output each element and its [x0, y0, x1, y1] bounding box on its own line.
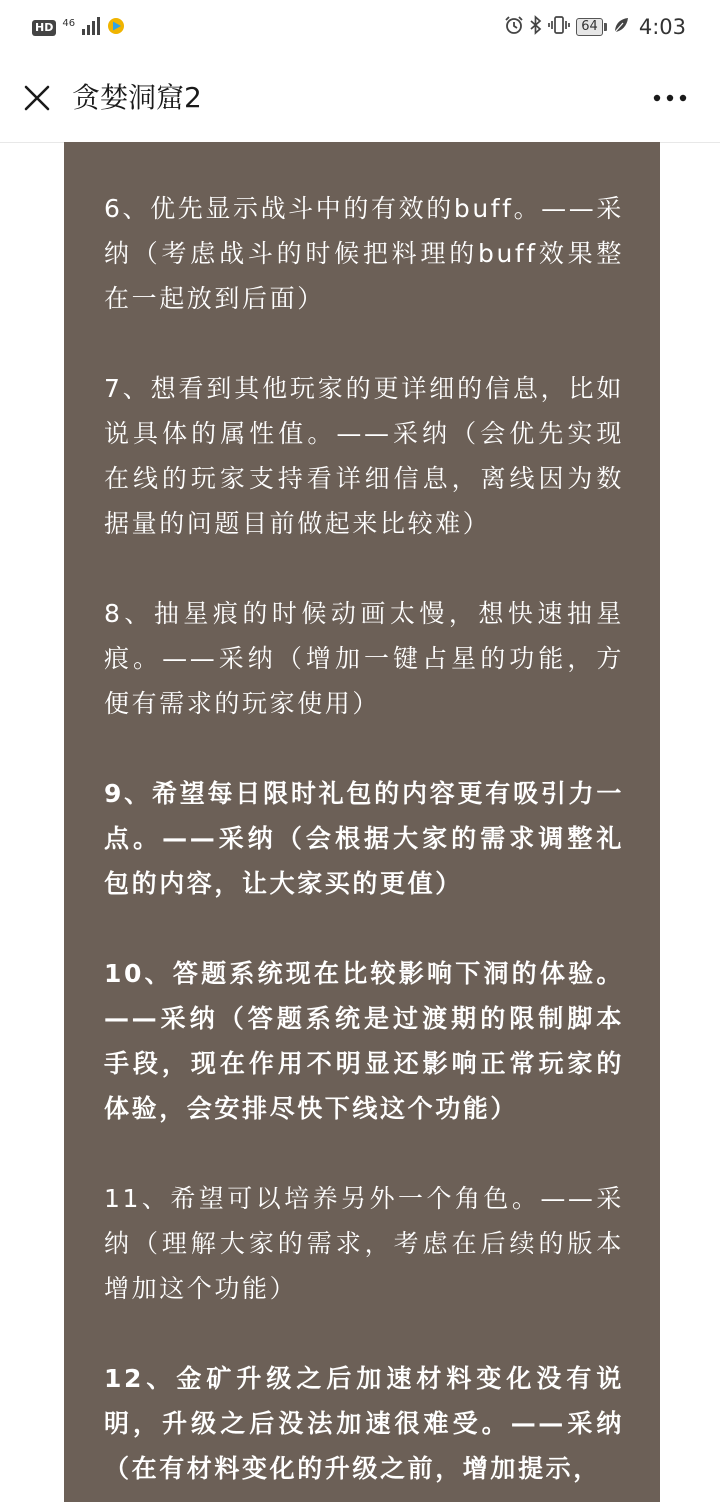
more-dots-icon	[653, 94, 687, 102]
status-bar	[0, 0, 720, 56]
article-paragraph: 10、答题系统现在比较影响下洞的体验。——采纳（答题系统是过渡期的限制脚本手段，现在作用不明显还影响正常玩家的体验，会安排尽快下线这个功能）	[104, 959, 624, 1123]
close-button[interactable]	[18, 76, 56, 120]
close-icon	[23, 84, 51, 112]
status-bar-left	[32, 14, 125, 42]
article-paragraph: 6、优先显示战斗中的有效的buff。——采纳（考虑战斗的时候把料理的buff效果整在一起放到后面）	[104, 194, 624, 313]
more-button[interactable]	[650, 80, 690, 116]
article-paragraph: 8、抽星痕的时候动画太慢，想快速抽星痕。——采纳（增加一键占星的功能，方便有需求的玩家使用）	[104, 599, 624, 718]
signal-bars-icon	[81, 17, 101, 39]
eco-leaf-icon	[613, 16, 629, 38]
clock: 4:03	[638, 15, 686, 39]
video-app-icon	[107, 17, 125, 39]
article-paragraph: 11、希望可以培养另外一个角色。——采纳（理解大家的需求，考虑在后续的版本增加这个功能）	[104, 1184, 624, 1303]
article-paragraph: 7、想看到其他玩家的更详细的信息，比如说具体的属性值。——采纳（会优先实现在线的玩家支持看详细信息，离线因为数据量的问题目前做起来比较难）	[104, 374, 624, 538]
alarm-icon	[504, 15, 524, 39]
network-type: 46	[62, 18, 76, 29]
article-content	[64, 142, 660, 1502]
vibrate-icon	[548, 15, 570, 39]
article-paragraph: 9、希望每日限时礼包的内容更有吸引力一点。——采纳（会根据大家的需求调整礼包的内容，让大家买的更值）	[104, 779, 624, 898]
hd-badge: HD	[32, 20, 56, 36]
status-bar-right	[504, 12, 686, 42]
nav-bar	[0, 56, 720, 143]
battery-level: 64	[576, 18, 603, 36]
battery-icon	[576, 18, 607, 36]
article-paragraph: 12、金矿升级之后加速材料变化没有说明，升级之后没法加速很难受。——采纳（在有材料变化的升级之前，增加提示，	[104, 1364, 624, 1483]
page-title: 贪婪洞窟2	[72, 81, 202, 114]
bluetooth-icon	[530, 15, 542, 39]
